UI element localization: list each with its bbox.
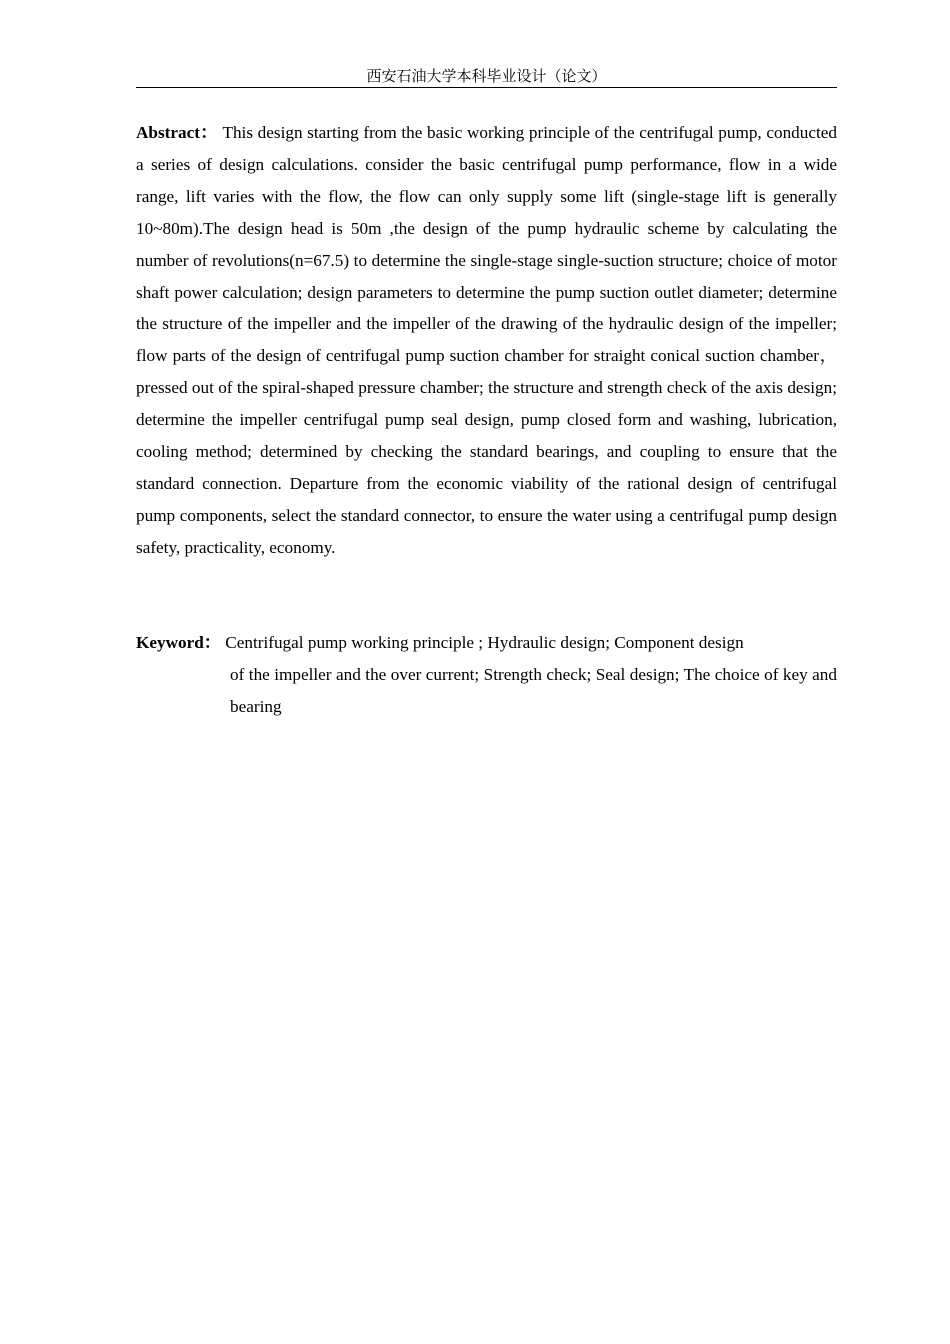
abstract-text: This design starting from the basic working principle of the centrifugal pump, conducted a series of design calculations. consider the basic centrifugal pump performance, flow in a wide range, lift varies with the flow, the flow can only supply some lift (single-stage lift is generally 10~80m).The design head is 50m ,the design of the pump hydraulic scheme by calculating the number of revolutions(n=67.5) to determine the single-stage single-suction structure; choice of motor shaft power calculation; design parameters to determine the pump suction outlet diameter; determine the structure of the impeller and the impeller of the drawing of the hydraulic design of the impeller; flow parts of the design of centrifugal pump suction chamber for straight conical suction chamber，pressed out of the spiral-shaped pressure chamber; the structure and strength check of the axis design; determine the impeller centrifugal pump seal design, pump closed form and washing, lubrication, cooling method; determined by checking the standard bearings, and coupling to ensure that the standard connection. Departure from the economic viability of the rational design of centrifugal pump components, select the standard connector, to ensure the water using a centrifugal pump design safety, practicality, economy. (136, 123, 837, 557)
keywords-label: Keyword： (136, 633, 221, 652)
header-rule (136, 87, 837, 88)
keywords-first-line (136, 627, 837, 659)
keywords-continuation: of the impeller and the over current; Strength check; Seal design; The choice of key and bearing (230, 665, 837, 716)
running-header: 西安石油大学本科毕业设计（论文） (366, 67, 607, 85)
abstract-label: Abstract： (136, 123, 218, 142)
keywords-line-1: Centrifugal pump working principle ; Hydraulic design; Component design (225, 633, 744, 652)
abstract-paragraph (136, 117, 837, 564)
keywords-section (136, 627, 837, 723)
